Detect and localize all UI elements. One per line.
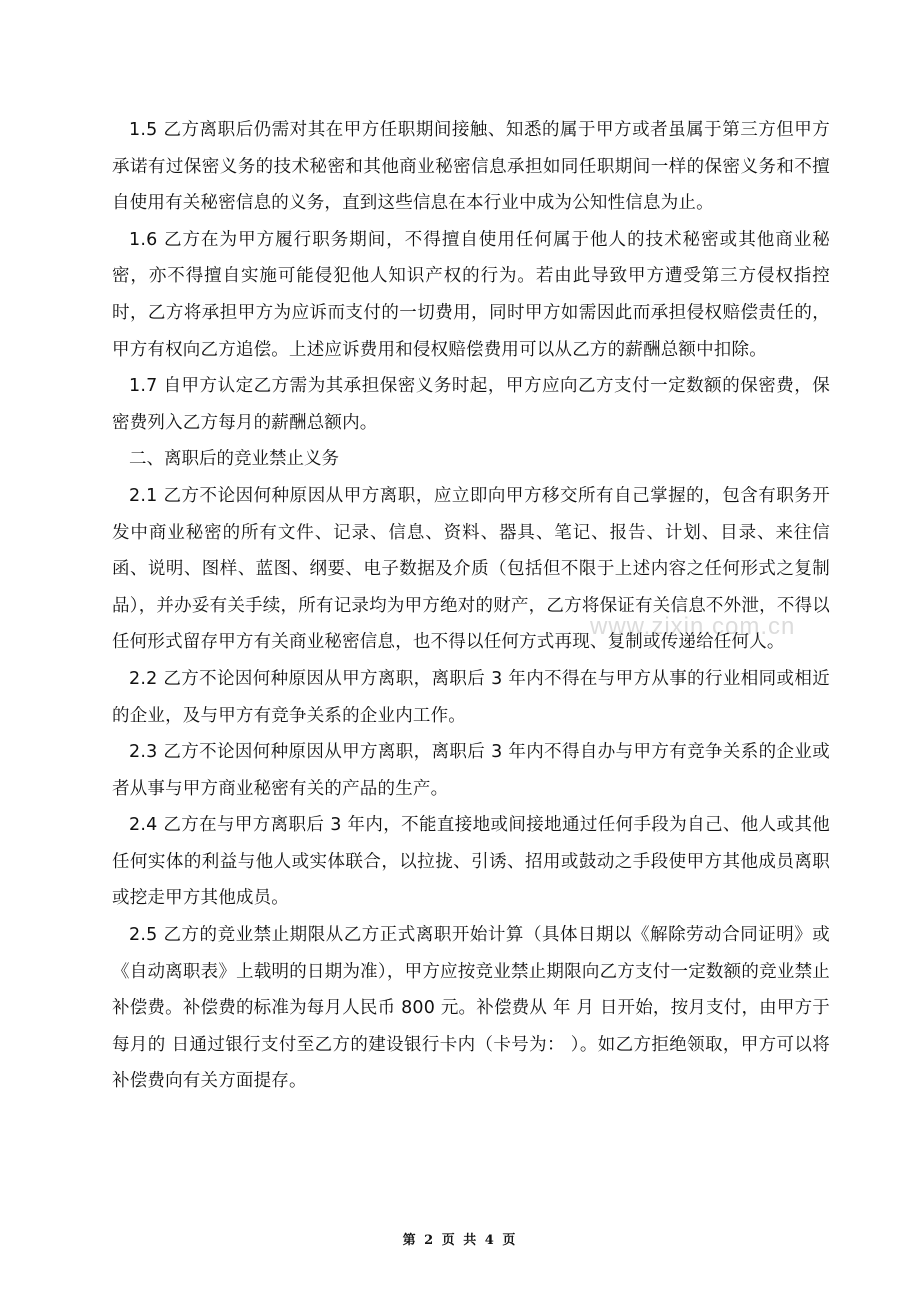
clause-2-2: 2.2 乙方不论因何种原因从甲方离职，离职后 3 年内不得在与甲方从事的行业相同或相近的企业，及与甲方有竞争关系的企业内工作。 [112,668,830,726]
clause-1-5: 1.5 乙方离职后仍需对其在甲方任职期间接触、知悉的属于甲方或者虽属于第三方但甲方承诺有过保密义务的技术秘密和其他商业秘密信息承担如同任职期间一样的保密义务和不擅自使用有关秘密信息的义务，直到这些信息在本行业中成为公知性信息为止。 [112,120,830,214]
clause-1-7: 1.7 自甲方认定乙方需为其承担保密义务时起，甲方应向乙方支付一定数额的保密费，保密费列入乙方每月的薪酬总额内。 [112,376,830,433]
clause-2-1: 2.1 乙方不论因何种原因从甲方离职，应立即向甲方移交所有自己掌握的，包含有职务开发中商业秘密的所有文件、记录、信息、资料、器具、笔记、报告、计划、目录、来往信函、说明、图样、蓝图、纲要、电子数据及介质（包括但不限于上述内容之任何形式之复制品），并办妥有关手续，所有记录均为甲方绝对的财产，乙方将保证有关信息不外泄，不得以任何形式留存甲方有关商业秘密信息，也不得以任何方式再现、复制或传递给任何人。 [112,485,830,653]
section-heading-2: 二、离职后的竞业禁止义务 [129,449,339,470]
clause-2-4: 2.4 乙方在与甲方离职后 3 年内，不能直接地或间接地通过任何手段为自己、他人或其他任何实体的利益与他人或实体联合，以拉拢、引诱、招用或鼓动之手段使甲方其他成员离职或挖走甲方其他成员。 [112,815,830,909]
page-footer: 第 2 页 共 4 页 [402,1233,518,1248]
document-body [112,112,830,1100]
clause-2-3: 2.3 乙方不论因何种原因从甲方离职，离职后 3 年内不得自办与甲方有竞争关系的企业或者从事与甲方商业秘密有关的产品的生产。 [112,742,830,799]
watermark: www.zixin.com.cn [590,613,796,640]
clause-1-6: 1.6 乙方在为甲方履行职务期间，不得擅自使用任何属于他人的技术秘密或其他商业秘密，亦不得擅自实施可能侵犯他人知识产权的行为。若由此导致甲方遭受第三方侵权指控时，乙方将承担甲方为应诉而支付的一切费用，同时甲方如需因此而承担侵权赔偿责任的，甲方有权向乙方追偿。上述应诉费用和侵权赔偿费用可以从乙方的薪酬总额中扣除。 [112,229,830,360]
clause-2-5: 2.5 乙方的竞业禁止期限从乙方正式离职开始计算（具体日期以《解除劳动合同证明》或《自动离职表》上载明的日期为准），甲方应按竞业禁止期限向乙方支付一定数额的竞业禁止补偿费。补偿费的标准为每月人民币 800 元。补偿费从 年 月 日开始，按月支付，由甲方于每月的 日通过银行支付至乙方的建设银行卡内（卡号为： ）。如乙方拒绝领取，甲方可以将补偿费向有关方面提存。 [112,925,830,1092]
